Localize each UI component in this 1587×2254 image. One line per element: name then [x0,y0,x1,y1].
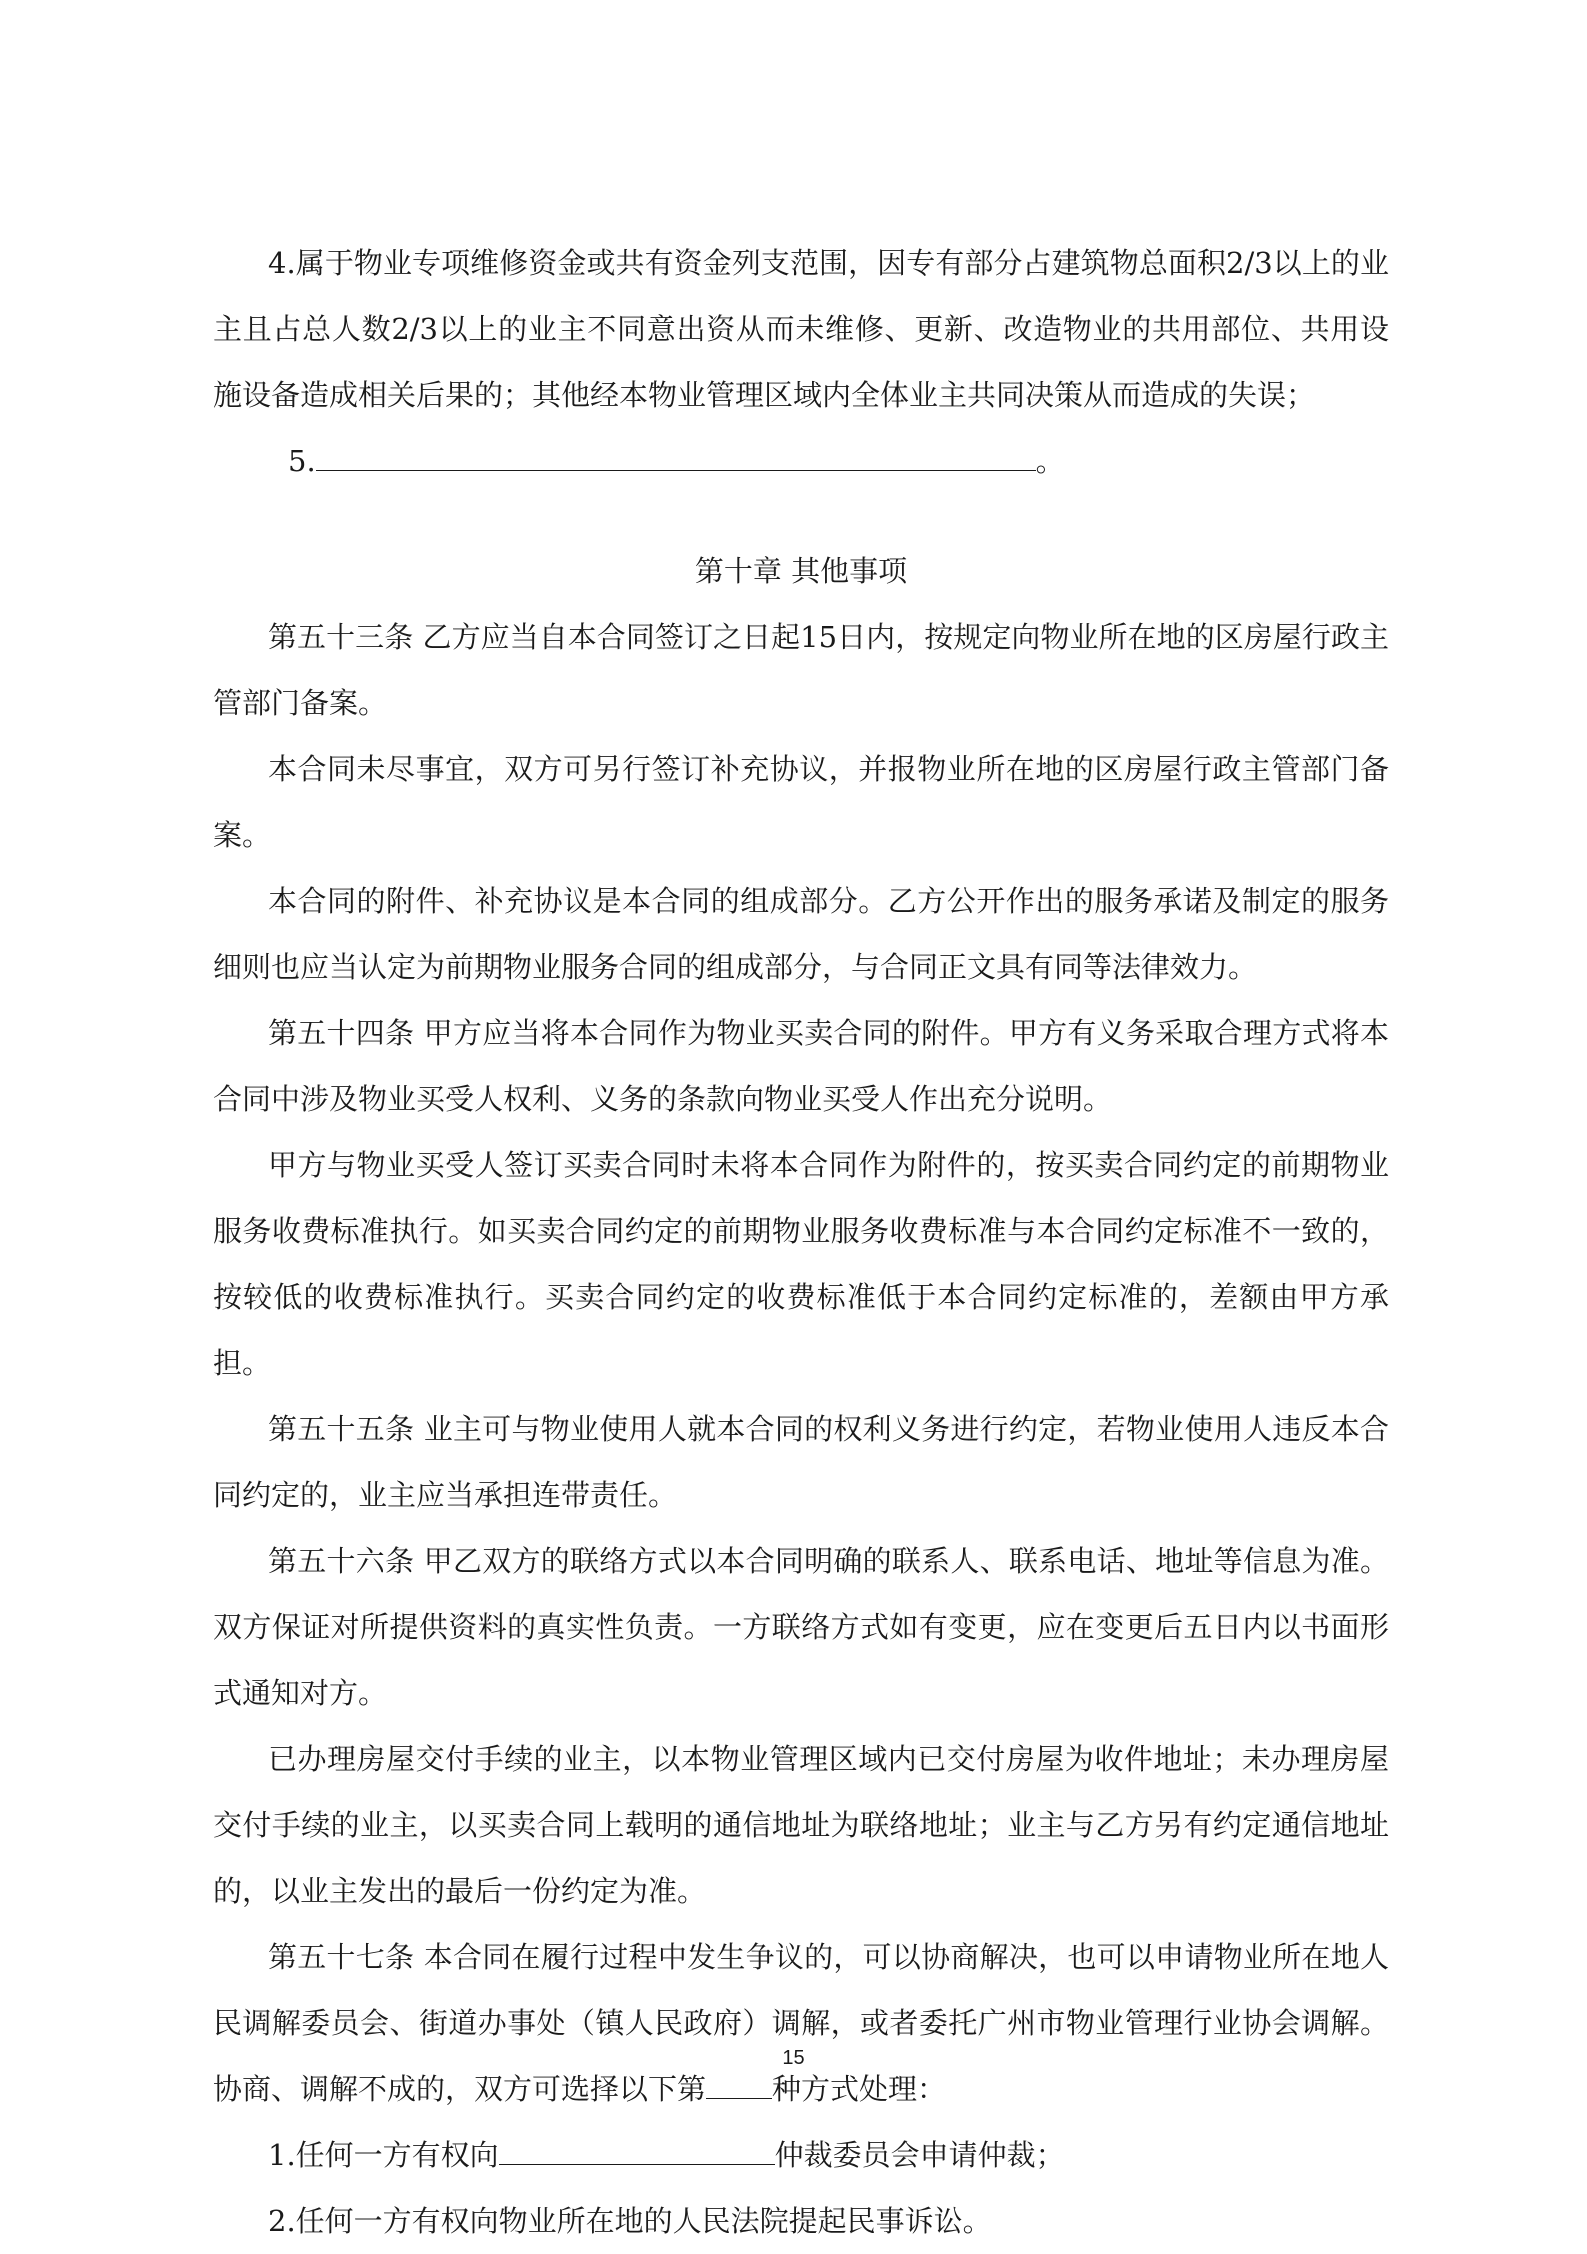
paragraph-supplement: 本合同未尽事宜，双方可另行签订补充协议，并报物业所在地的区房屋行政主管部门备案。 [213,752,1389,852]
paragraph-fee-standard: 甲方与物业买受人签订买卖合同时未将本合同作为附件的，按买卖合同约定的前期物业服务收费标准执行。如买卖合同约定的前期物业服务收费标准与本合同约定标准不一致的，按较低的收费标准执行。买卖合同约定的收费标准低于本合同约定标准的，差额由甲方承担。 [213,1148,1389,1380]
arbitration-committee-blank[interactable] [499,2134,775,2165]
dispute-method-blank[interactable] [706,2068,772,2099]
paragraph-contact-address: 已办理房屋交付手续的业主，以本物业管理区域内已交付房屋为收件地址；未办理房屋交付手续的业主，以买卖合同上载明的通信地址为联络地址；业主与乙方另有约定通信地址的，以业主发出的最后一份约定为准。 [213,1742,1389,1908]
article-57-text: 第五十七条 本合同在履行过程中发生争议的，可以协商解决，也可以申请物业所在地人民调解委员会、街道办事处（镇人民政府）调解，或者委托广州市物业管理行业协会调解。协商、调解不成的，双方可选择以下第 [213,1940,1389,2106]
chapter-title: 第十章 其他事项 [694,554,908,588]
option-1-after: 仲裁委员会申请仲裁； [774,2138,1065,2172]
paragraph-attachments: 本合同的附件、补充协议是本合同的组成部分。乙方公开作出的服务承诺及制定的服务细则也应当认定为前期物业服务合同的组成部分，与合同正文具有同等法律效力。 [213,884,1389,984]
document-body [213,230,1389,2254]
item-5-suffix: 。 [1035,444,1065,478]
option-1-before: 1.任何一方有权向 [268,2138,499,2172]
item-5-prefix: 5. [288,444,316,478]
page-number: 15 [782,2047,805,2069]
article-57 [213,1924,1389,2122]
paragraph-item-4: 4.属于物业专项维修资金或共有资金列支范围，因专有部分占建筑物总面积2/3以上的业主且占总人数2/3以上的业主不同意出资从而未维修、更新、改造物业的共用部位、共用设施设备造成相关后果的；其他经本物业管理区域内全体业主共同决策从而造成的失误； [213,246,1389,412]
article-53: 第五十三条 乙方应当自本合同签订之日起15日内，按规定向物业所在地的区房屋行政主管部门备案。 [213,620,1389,720]
article-56: 第五十六条 甲乙双方的联络方式以本合同明确的联系人、联系电话、地址等信息为准。双方保证对所提供资料的真实性负责。一方联络方式如有变更，应在变更后五日内以书面形式通知对方。 [213,1544,1389,1710]
item-5-blank-line[interactable] [316,440,1036,471]
dispute-option-2: 2.任何一方有权向物业所在地的人民法院提起民事诉讼。 [268,2204,992,2238]
article-54: 第五十四条 甲方应当将本合同作为物业买卖合同的附件。甲方有义务采取合理方式将本合同中涉及物业买受人权利、义务的条款向物业买受人作出充分说明。 [213,1016,1389,1116]
section-spacer [213,494,1389,538]
paragraph-item-5 [213,428,1389,494]
article-57-text-end: 种方式处理： [772,2072,947,2106]
article-55: 第五十五条 业主可与物业使用人就本合同的权利义务进行约定，若物业使用人违反本合同约定的，业主应当承担连带责任。 [213,1412,1389,1512]
dispute-option-1 [213,2122,1389,2188]
